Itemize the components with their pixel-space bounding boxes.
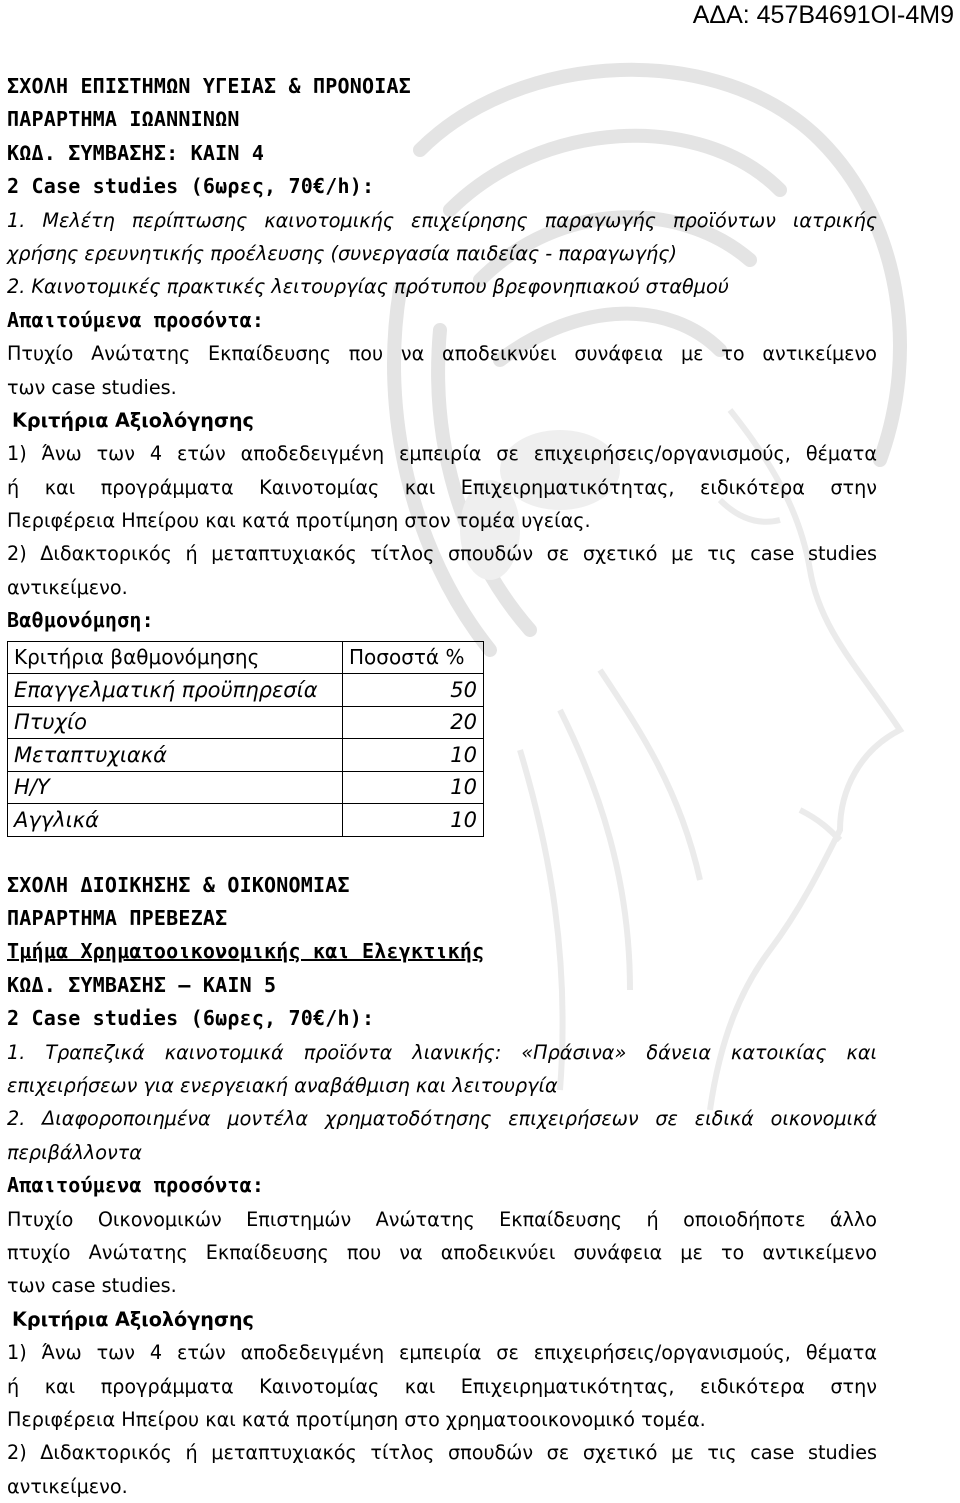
school-title: ΣΧΟΛΗ ΕΠΙΣΤΗΜΩΝ ΥΓΕΙΑΣ & ΠΡΟΝΟΙΑΣ: [7, 74, 411, 98]
criteria-title: Κριτήρια Αξιολόγησης: [12, 408, 254, 432]
requirements-2-line-2: πτυχίο Ανώτατης Εκπαίδευσης που να αποδεικνύει συνάφεια με το αντικείμενο: [7, 1240, 877, 1264]
table-row: [8, 804, 484, 837]
criterion-2-2-line-2: αντικείμενο.: [7, 1474, 128, 1498]
case-study-2: 2. Καινοτομικές πρακτικές λειτουργίας πρότυπου βρεφονηπιακού σταθμού: [7, 275, 729, 299]
case-study-2-1-line-2: επιχειρήσεων για ενεργειακή αναβάθμιση και λειτουργία: [7, 1073, 558, 1097]
criterion-2-1-line-1: 1) Άνω των 4 ετών αποδεδειγμένη εμπειρία σε επιχειρήσεις/οργανισμούς, θέματα: [7, 1341, 877, 1365]
contract-code-2: ΚΩΔ. ΣΥΜΒΑΣΗΣ – ΚΑΙΝ 5: [7, 972, 277, 997]
requirements-title-2: Απαιτούμενα προσόντα:: [7, 1173, 265, 1198]
requirements-2-line-1: Πτυχίο Οικονομικών Επιστημών Ανώτατης Εκπαίδευσης ή οποιοδήποτε άλλο: [7, 1207, 877, 1231]
table-header-cell: Ποσοστά %: [343, 641, 484, 674]
table-row: [8, 674, 484, 707]
requirements-2-line-3: των case studies.: [7, 1274, 177, 1298]
department-title: Τμήμα Χρηματοοικονομικής και Ελεγκτικής: [7, 939, 485, 964]
branch-title: ΠΑΡΑΡΤΗΜΑ ΙΩΑΝΝΙΝΩΝ: [7, 107, 240, 132]
table-cell: Μεταπτυχιακά: [8, 739, 343, 772]
ada-identifier: ΑΔΑ: 457Β4691ΟΙ-4Μ9: [692, 1, 954, 29]
grading-table-header: [8, 641, 484, 674]
criterion-2-2-line-1: 2) Διδακτορικός ή μεταπτυχιακός τίτλος σπουδών σε σχετικό με τις case studies: [7, 1441, 877, 1465]
section-spacer: [7, 837, 877, 869]
case-studies-title-2: 2 Case studies (6ωρες, 70€/h):: [7, 1006, 375, 1031]
table-cell: 10: [343, 739, 484, 772]
contract-code: ΚΩΔ. ΣΥΜΒΑΣΗΣ: ΚΑΙΝ 4: [7, 140, 265, 165]
case-study-2-1-line-1: 1. Τραπεζικά καινοτομικά προϊόντα λιανικής: «Πράσινα» δάνεια κατοικίας και: [7, 1040, 877, 1064]
branch-title-2: ΠΑΡΑΡΤΗΜΑ ΠΡΕΒΕΖΑΣ: [7, 906, 228, 931]
table-cell: Η/Υ: [8, 771, 343, 804]
case-study-2-2-line-2: περιβάλλοντα: [7, 1140, 142, 1164]
grading-table: [7, 641, 484, 837]
criterion-1-line-2: ή και προγράμματα Καινοτομίας και Επιχειρηματικότητας, ειδικότερα στην: [7, 475, 877, 499]
criterion-2-1-line-2: ή και προγράμματα Καινοτομίας και Επιχειρηματικότητας, ειδικότερα στην: [7, 1374, 877, 1398]
school-title-2: ΣΧΟΛΗ ΔΙΟΙΚΗΣΗΣ & ΟΙΚΟΝΟΜΙΑΣ: [7, 872, 350, 897]
case-study-2-2-line-1: 2. Διαφοροποιημένα μοντέλα χρηματοδότησης επιχειρήσεων σε ειδικά οικονομικά: [7, 1107, 877, 1131]
criterion-2-line-2: αντικείμενο.: [7, 575, 128, 599]
criteria-title-2: Κριτήρια Αξιολόγησης: [12, 1307, 254, 1331]
table-cell: Πτυχίο: [8, 706, 343, 739]
table-cell: 20: [343, 706, 484, 739]
criterion-2-1-line-3: Περιφέρεια Ηπείρου και κατά προτίμηση στο χρηματοοικονομικό τομέα.: [7, 1407, 706, 1431]
requirements-line-2: των case studies.: [7, 375, 177, 399]
table-cell: Αγγλικά: [8, 804, 343, 837]
table-cell: 10: [343, 771, 484, 804]
criterion-1-line-3: Περιφέρεια Ηπείρου και κατά προτίμηση στον τομέα υγείας.: [7, 509, 591, 533]
case-studies-title: 2 Case studies (6ωρες, 70€/h):: [7, 174, 375, 199]
table-cell: 50: [343, 674, 484, 707]
table-cell: 10: [343, 804, 484, 837]
criterion-2-line-1: 2) Διδακτορικός ή μεταπτυχιακός τίτλος σπουδών σε σχετικό με τις case studies: [7, 542, 877, 566]
case-study-1-line-2: χρήσης ερευνητικής προέλευσης (συνεργασία παιδείας - παραγωγής): [7, 241, 677, 265]
requirements-line-1: Πτυχίο Ανώτατης Εκπαίδευσης που να αποδεικνύει συνάφεια με το αντικείμενο: [7, 342, 877, 366]
table-header-cell: Κριτήρια βαθμονόμησης: [8, 641, 343, 674]
table-row: [8, 706, 484, 739]
case-study-1-line-1: 1. Μελέτη περίπτωσης καινοτομικής επιχείρησης παραγωγής προϊόντων ιατρικής: [7, 208, 877, 232]
grading-title: Βαθμονόμηση:: [7, 608, 154, 633]
requirements-title: Απαιτούμενα προσόντα:: [7, 307, 265, 332]
table-row: [8, 771, 484, 804]
table-row: [8, 739, 484, 772]
document-body: [7, 70, 877, 1503]
table-cell: Επαγγελματική προϋπηρεσία: [8, 674, 343, 707]
criterion-1-line-1: 1) Άνω των 4 ετών αποδεδειγμένη εμπειρία σε επιχειρήσεις/οργανισμούς, θέματα: [7, 442, 877, 466]
